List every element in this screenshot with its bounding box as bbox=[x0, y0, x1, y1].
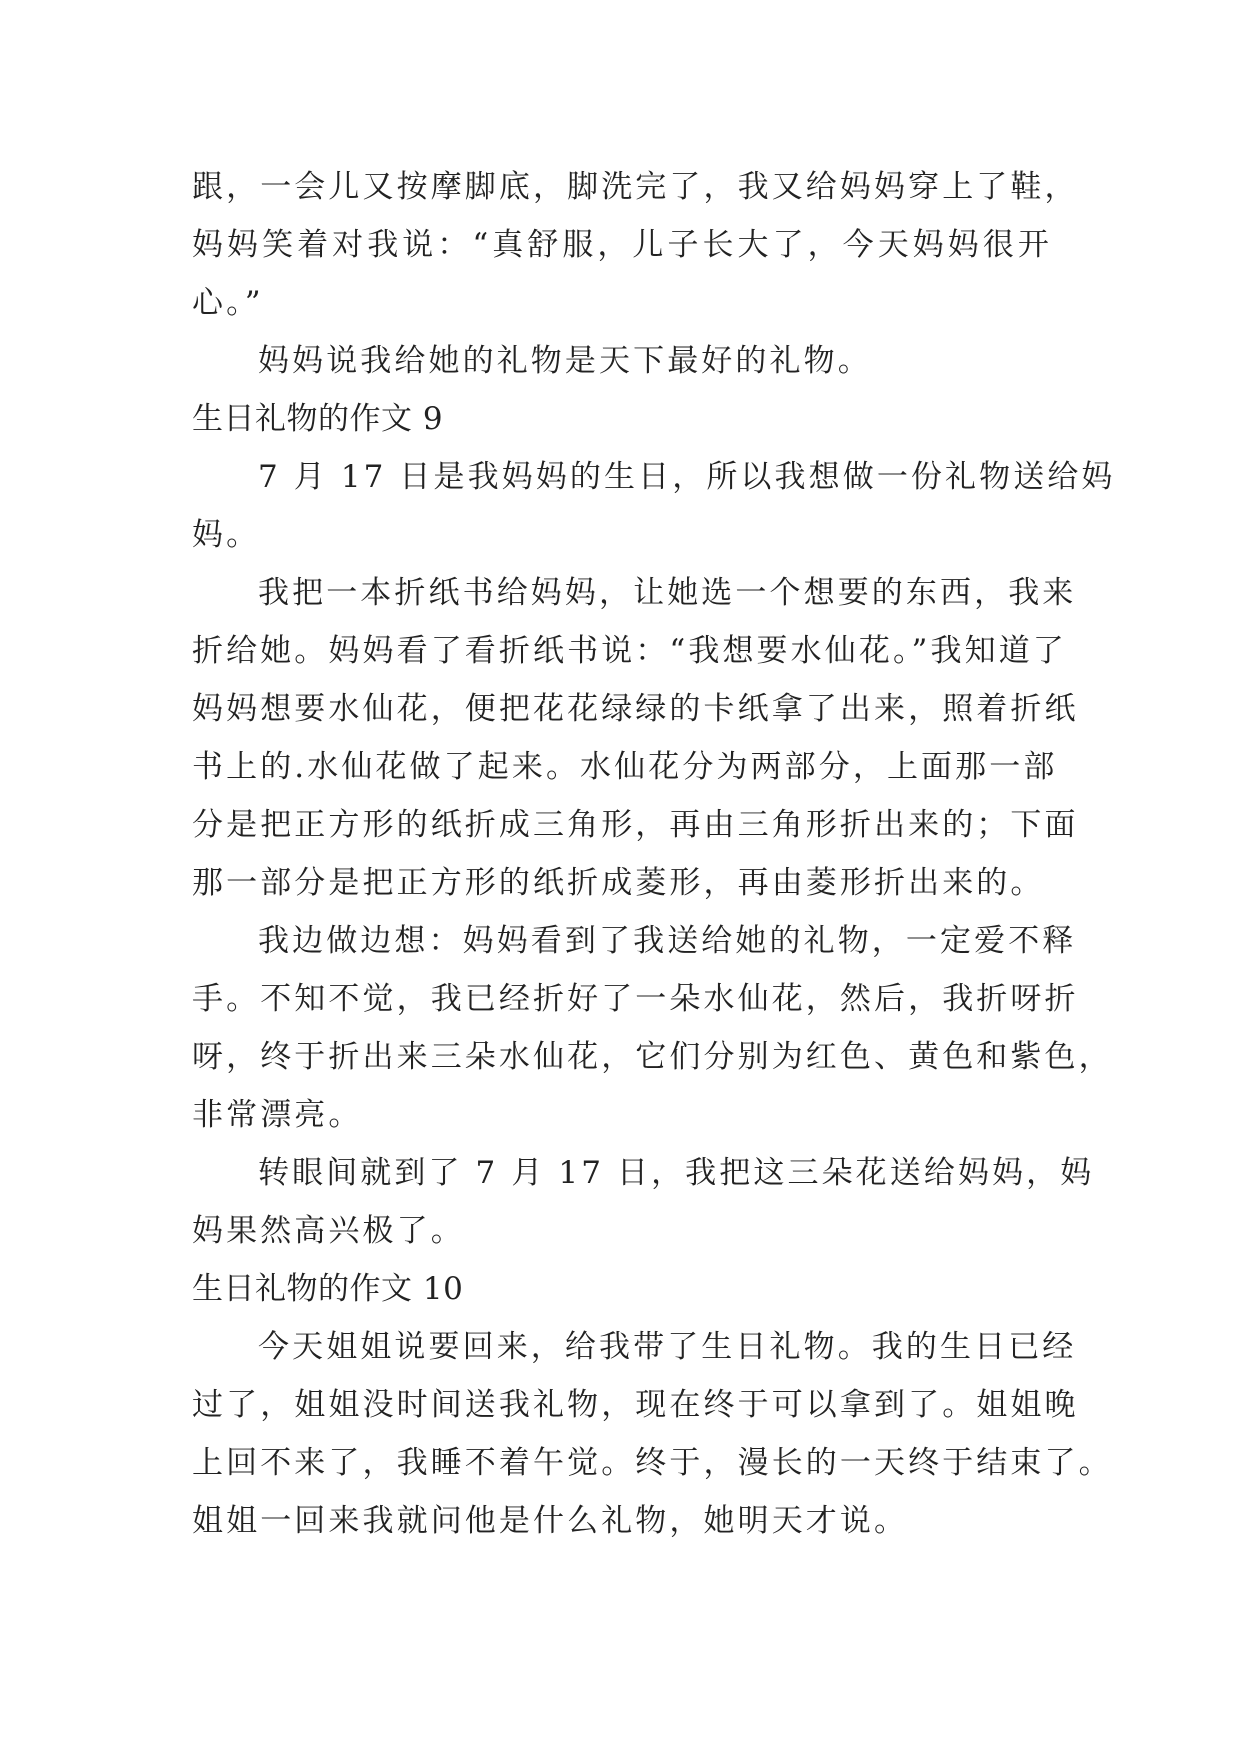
text-line: 妈。 bbox=[192, 517, 261, 553]
text-line: 过了，姐姐没时间送我礼物，现在终于可以拿到了。姐姐晚 bbox=[192, 1387, 1079, 1423]
text-line: 妈果然高兴极了。 bbox=[192, 1213, 465, 1249]
paragraph bbox=[192, 158, 1079, 332]
text-line: 那一部分是把正方形的纸折成菱形，再由菱形折出来的。 bbox=[192, 865, 1045, 901]
text-line: 转眼间就到了 7 月 17 日，我把这三朵花送给妈妈，妈 bbox=[258, 1155, 1095, 1191]
text-line: 呀，终于折出来三朵水仙花，它们分别为红色、黄色和紫色， bbox=[192, 1039, 1113, 1075]
paragraph bbox=[192, 564, 1079, 912]
text-line: 手。不知不觉，我已经折好了一朵水仙花，然后，我折呀折 bbox=[192, 981, 1079, 1017]
section-heading: 生日礼物的作文 9 bbox=[192, 401, 444, 437]
text-line: 我把一本折纸书给妈妈，让她选一个想要的东西，我来 bbox=[258, 575, 1077, 611]
text-line: 上回不来了，我睡不着午觉。终于，漫长的一天终于结束了。 bbox=[192, 1445, 1113, 1481]
document-body bbox=[192, 158, 1116, 1550]
text-line: 今天姐姐说要回来，给我带了生日礼物。我的生日已经 bbox=[258, 1329, 1077, 1365]
text-line: 姐姐一回来我就问他是什么礼物，她明天才说。 bbox=[192, 1503, 909, 1539]
paragraph bbox=[192, 912, 1113, 1144]
paragraph bbox=[192, 1318, 1113, 1550]
text-line: 7 月 17 日是我妈妈的生日，所以我想做一份礼物送给妈 bbox=[258, 459, 1116, 495]
text-line: 非常漂亮。 bbox=[192, 1097, 363, 1133]
text-line: 跟，一会儿又按摩脚底，脚洗完了，我又给妈妈穿上了鞋， bbox=[192, 169, 1079, 205]
text-line: 妈妈说我给她的礼物是天下最好的礼物。 bbox=[258, 343, 872, 379]
text-line: 分是把正方形的纸折成三角形，再由三角形折出来的；下面 bbox=[192, 807, 1079, 843]
paragraph bbox=[192, 1144, 1095, 1260]
text-line: 妈妈笑着对我说：“真舒服，儿子长大了，今天妈妈很开 bbox=[192, 227, 1052, 263]
text-line: 心。” bbox=[192, 285, 264, 321]
text-line: 折给她。妈妈看了看折纸书说：“我想要水仙花。”我知道了 bbox=[192, 633, 1067, 669]
section-heading: 生日礼物的作文 10 bbox=[192, 1271, 464, 1307]
text-line: 妈妈想要水仙花，便把花花绿绿的卡纸拿了出来，照着折纸 bbox=[192, 691, 1079, 727]
text-line: 我边做边想：妈妈看到了我送给她的礼物，一定爱不释 bbox=[258, 923, 1077, 959]
paragraph bbox=[192, 332, 1052, 390]
paragraph bbox=[192, 448, 1116, 564]
text-line: 书上的.水仙花做了起来。水仙花分为两部分，上面那一部 bbox=[192, 749, 1058, 785]
